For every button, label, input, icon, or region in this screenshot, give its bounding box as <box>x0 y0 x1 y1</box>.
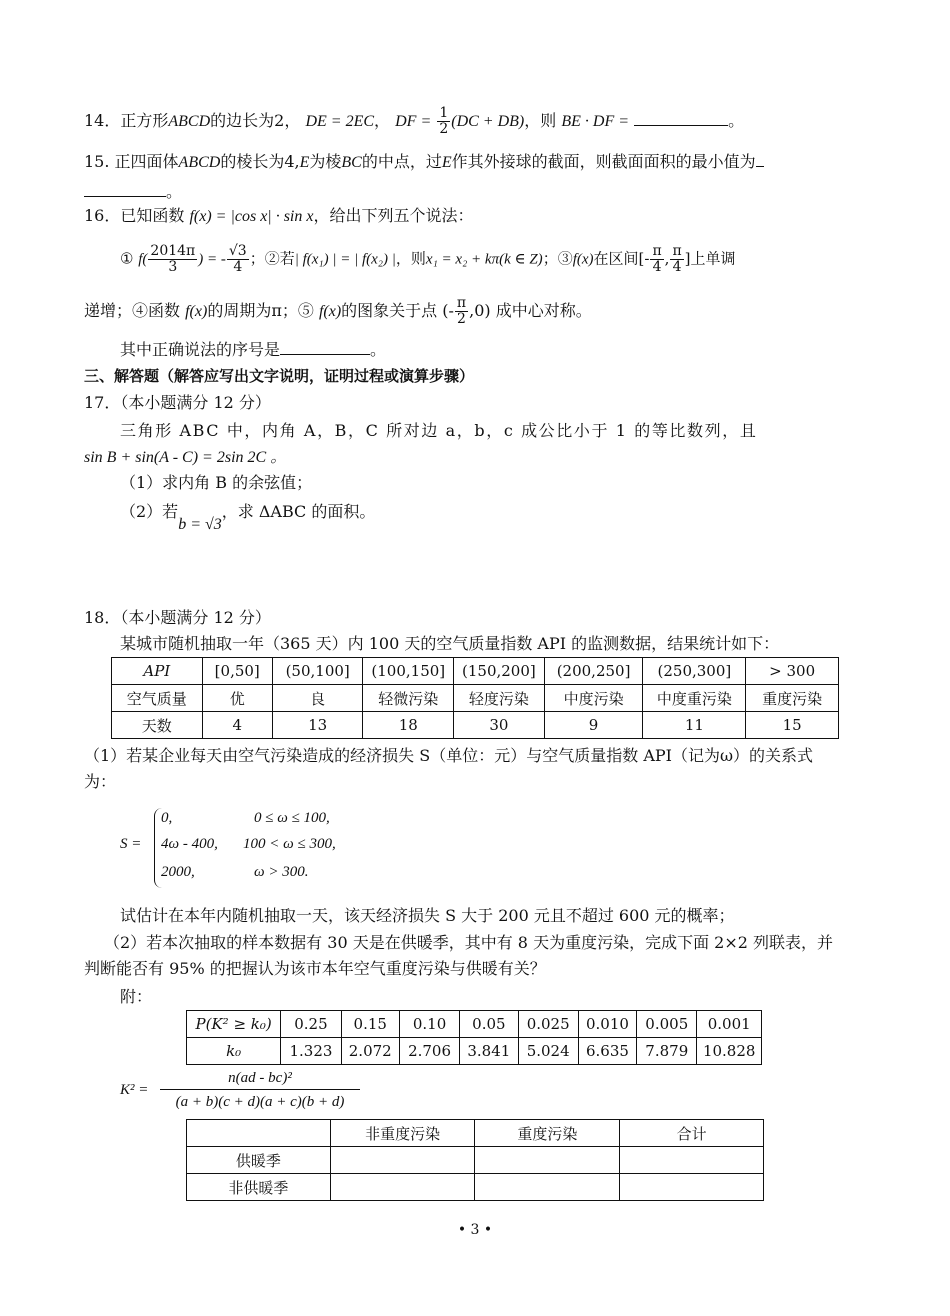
q18-attach <box>120 985 870 1009</box>
q18-head <box>84 606 870 630</box>
question-15-cont <box>84 180 870 204</box>
table-cell: 0.25 <box>281 1011 341 1038</box>
table-row <box>187 1120 764 1147</box>
k2-numerator: n(ad - bc)² <box>228 1070 292 1086</box>
table-cell: 空气质量 <box>112 685 203 712</box>
table-cell: 0.15 <box>341 1011 399 1038</box>
table-cell: 供暖季 <box>187 1147 331 1174</box>
q15-t2: 为棱 <box>309 152 342 171</box>
table-cell: 0.010 <box>578 1011 636 1038</box>
table-cell: [0,50] <box>202 658 272 685</box>
table-cell: 3.841 <box>460 1038 518 1065</box>
table-row <box>112 712 839 739</box>
q15-t3: 的中点，过 <box>361 152 442 171</box>
table-cell: 天数 <box>112 712 203 739</box>
table-cell[interactable] <box>475 1174 620 1201</box>
q16-s3-f: f(x) <box>572 251 594 268</box>
q17-body1-text: 三角形 ABC 中，内角 A，B，C 所对边 a，b，c 成公比小于 1 的等比数列，且 <box>120 421 758 440</box>
q17-part2-expr: b = √3 <box>178 516 222 533</box>
q18-p1-line1 <box>84 744 870 768</box>
k2-label: K² = <box>120 1082 149 1098</box>
q17-head-text: 17．（本小题满分 12 分） <box>84 393 271 412</box>
table-row <box>112 685 839 712</box>
q16-l3a: 递增；④函数 <box>84 301 181 320</box>
q16-l3d: 成中心对称。 <box>495 301 592 320</box>
q18-attach-text: 附： <box>120 987 153 1006</box>
q16-s3-end: 上单调 <box>690 249 736 268</box>
q18-p2-line2 <box>84 957 870 981</box>
table-row <box>187 1038 762 1065</box>
q18-head-text: 18．（本小题满分 12 分） <box>84 608 271 627</box>
table-cell: 轻微污染 <box>363 685 454 712</box>
q16-l3b: 的周期为π；⑤ <box>207 301 314 320</box>
q15-answer-blank[interactable] <box>84 196 166 197</box>
q17-part2-b: ，求 ΔABC 的面积。 <box>221 502 376 521</box>
q16-l3c: 的图象关于点 <box>341 301 438 320</box>
table-cell: 重度污染 <box>746 685 839 712</box>
q18-p1-ask-text: 试估计在本年内随机抽取一天，该天经济损失 S 大于 200 元且不超过 600 元的概率； <box>120 906 735 925</box>
table-cell: 0.025 <box>518 1011 578 1038</box>
piece-s-eq: S = <box>120 836 142 852</box>
q17-part1-text: （1）求内角 B 的余弦值； <box>120 473 313 492</box>
q16-pt-close: ,0) <box>469 301 491 320</box>
piece-case1-value: 0, <box>161 810 173 826</box>
q17-body2 <box>84 445 870 470</box>
q17-part2 <box>120 500 870 533</box>
q15-abcd: ABCD <box>178 154 221 171</box>
q14-ask: BE · DF = <box>561 113 630 130</box>
table-cell: 10.828 <box>697 1038 762 1065</box>
q14-cond2-right: (DC + DB) <box>451 113 525 130</box>
table-cell: 良 <box>272 685 363 712</box>
q16-s1-eq: ) = - <box>198 251 226 268</box>
q18-p2-line1 <box>104 931 870 955</box>
q16-s3-close: ] <box>684 249 691 268</box>
piece-case2-range: 100 < ω ≤ 300, <box>243 836 336 852</box>
q16-answer-blank[interactable] <box>280 354 370 355</box>
table-cell[interactable] <box>475 1147 620 1174</box>
table-cell: 0.001 <box>697 1011 762 1038</box>
table-cell: 1.323 <box>281 1038 341 1065</box>
table-cell: 0.005 <box>637 1011 697 1038</box>
q16-s2-res: x₁ = x₂ + kπ(k ∈ Z) <box>425 251 543 268</box>
table-cell: 轻度污染 <box>454 685 545 712</box>
q16-func: f(x) = |cos x| · sin x <box>189 208 314 225</box>
k2-fraction <box>160 1068 360 1111</box>
question-14: 14．正方形ABCD的边长为2， DE = 2EC， DF = $\frac{1}{2}$ (DC + DB)，则 BE · DF = 。 <box>84 105 745 137</box>
table-cell: (250,300] <box>643 658 746 685</box>
table-cell: 重度污染 <box>475 1120 620 1147</box>
table-cell: 30 <box>454 712 545 739</box>
q15-end: 。 <box>166 182 183 201</box>
q18-p1-ask <box>120 904 870 928</box>
table-cell: 5.024 <box>518 1038 578 1065</box>
q16-s2-lead: ；②若 <box>249 249 295 268</box>
q17-body1 <box>120 419 870 443</box>
table-cell: 0.10 <box>399 1011 459 1038</box>
table-cell: 6.635 <box>578 1038 636 1065</box>
q14-answer-blank[interactable] <box>634 125 728 126</box>
table-cell[interactable] <box>620 1174 764 1201</box>
q14-lead: 14．正方形 <box>84 111 169 130</box>
q16-lead: 16．已知函数 <box>84 206 185 225</box>
table-cell: 合计 <box>620 1120 764 1147</box>
q15-lead: 15. 正四面体 <box>84 152 179 171</box>
q16-pt-frac: $\frac{\pi}{2}$ <box>456 295 467 327</box>
table-cell: 11 <box>643 712 746 739</box>
q17-part1 <box>120 471 870 495</box>
table-cell: 2.072 <box>341 1038 399 1065</box>
k2-denominator: (a + b)(c + d)(a + c)(b + d) <box>175 1094 345 1110</box>
q16-s1-f: f( <box>138 251 148 268</box>
q18-p1-line2-text: 为： <box>84 772 117 791</box>
q16-s1-arg: $\frac{2014\pi}{3}$ <box>150 243 196 275</box>
table-cell: 非供暖季 <box>187 1174 331 1201</box>
table-cell: 18 <box>363 712 454 739</box>
q16-s2-expr: | f(x₁) | = | f(x₂) | <box>294 251 396 268</box>
q16-t1: ，给出下列五个说法： <box>313 206 474 225</box>
q16-s3-lower: $\frac{\pi}{4}$ <box>652 243 662 275</box>
q15-t4: 作其外接球的截面，则截面面积的最小值为 <box>451 152 756 171</box>
contingency-table <box>186 1119 764 1201</box>
table-cell: 13 <box>272 712 363 739</box>
table-cell: 优 <box>202 685 272 712</box>
q14-then: ，则 <box>524 111 557 130</box>
q16-s3-t: 在区间 <box>593 249 639 268</box>
q16-l3f: f(x) <box>185 303 208 320</box>
section-3-title: 三、解答题（解答应写出文字说明，证明过程或演算步骤） <box>84 367 475 385</box>
q16-l3f2: f(x) <box>318 303 342 320</box>
q15-t1: 的棱长为4, <box>220 152 300 171</box>
piece-case3-range: ω > 300. <box>254 864 309 880</box>
table-row <box>187 1174 764 1201</box>
q16-ask-end: 。 <box>370 340 387 359</box>
q15-bc: BC <box>341 154 362 171</box>
k-critical-table <box>186 1010 762 1065</box>
table-cell: 4 <box>202 712 272 739</box>
q14-abcd: ABCD <box>168 113 211 130</box>
q18-p1-line1-text: （1）若某企业每天由空气污染造成的经济损失 S（单位：元）与空气质量指数 API（记为ω）的关系式 <box>84 746 814 765</box>
section-3-heading <box>84 364 870 388</box>
table-row <box>187 1147 764 1174</box>
q18-intro <box>120 632 870 656</box>
q16-statements-line2 <box>84 296 870 327</box>
table-cell: 9 <box>544 712 643 739</box>
piece-case2-value: 4ω - 400, <box>161 836 218 852</box>
table-cell: 中度重污染 <box>643 685 746 712</box>
table-cell[interactable] <box>620 1147 764 1174</box>
q16-s3-open: [- <box>638 249 650 268</box>
table-cell[interactable] <box>187 1120 331 1147</box>
q15-e: E <box>299 154 310 171</box>
piece-case1-range: 0 ≤ ω ≤ 100, <box>254 810 330 826</box>
q14-side: 的边长为2， <box>210 111 301 130</box>
q16-statements-line1: ① f( $\frac{2014\pi}{3}$ ) = - $\frac{√3}{4}$ ；②若| f(x₁) | = | f(x₂) |，则x₁ = x₂ + kπ(k ∈ Z)；③f(x)在区间[- $\frac{\pi}{4}$ , $\frac{\pi}{4}$ ]上单调 <box>120 243 736 275</box>
table-cell: 0.05 <box>460 1011 518 1038</box>
q15-e2: E <box>441 154 452 171</box>
table-cell: P(K² ≥ k₀) <box>187 1011 281 1038</box>
table-cell: (50,100] <box>272 658 363 685</box>
question-16 <box>84 204 870 229</box>
q14-cond2-left: DF = <box>395 113 432 130</box>
q16-s2-then: ，则 <box>395 249 426 268</box>
q17-body2-text: sin B + sin(A - C) = 2sin 2C 。 <box>84 449 287 466</box>
table-cell: 非重度污染 <box>330 1120 475 1147</box>
q14-half-fraction: $\frac{1}{2}$ <box>439 105 449 137</box>
q16-s1-value: $\frac{√3}{4}$ <box>228 243 247 275</box>
q17-part2-a: （2）若 <box>120 502 179 521</box>
table-cell[interactable] <box>330 1147 475 1174</box>
q14-cond1: DE = 2EC <box>305 113 375 130</box>
table-row <box>112 658 839 685</box>
table-cell: (150,200] <box>454 658 545 685</box>
q18-intro-text: 某城市随机抽取一年（365 天）内 100 天的空气质量指数 API 的监测数据，结果统计如下： <box>120 634 780 653</box>
table-cell: 15 <box>746 712 839 739</box>
table-cell: > 300 <box>746 658 839 685</box>
q18-p2-line1-text: （2）若本次抽取的样本数据有 30 天是在供暖季，其中有 8 天为重度污染，完成下面 2×2 列联表，并 <box>104 933 834 952</box>
q16-ask-line <box>120 338 870 362</box>
question-15 <box>84 150 870 175</box>
q17-head <box>84 391 870 415</box>
q15-blank-start <box>756 166 764 167</box>
table-cell: API <box>112 658 203 685</box>
table-cell: 2.706 <box>399 1038 459 1065</box>
q16-pt-open: (- <box>442 301 454 320</box>
q18-p1-line2 <box>84 770 870 794</box>
table-row <box>187 1011 762 1038</box>
table-cell: 中度污染 <box>544 685 643 712</box>
table-cell: (200,250] <box>544 658 643 685</box>
q16-s3-upper: $\frac{\pi}{4}$ <box>672 243 682 275</box>
q16-s3-lead: ；③ <box>542 249 573 268</box>
q18-p2-line2-text: 判断能否有 95% 的把握认为该市本年空气重度污染与供暖有关？ <box>84 959 546 978</box>
q14-end: 。 <box>728 111 745 130</box>
q16-s1-marker: ① <box>120 249 134 268</box>
q16-ask: 其中正确说法的序号是 <box>120 340 281 359</box>
table-cell: (100,150] <box>363 658 454 685</box>
table-cell: 7.879 <box>637 1038 697 1065</box>
table-cell: k₀ <box>187 1038 281 1065</box>
page-number: • 3 • <box>457 1222 493 1238</box>
api-table <box>111 657 839 739</box>
table-cell[interactable] <box>330 1174 475 1201</box>
piece-case3-value: 2000, <box>161 864 195 880</box>
